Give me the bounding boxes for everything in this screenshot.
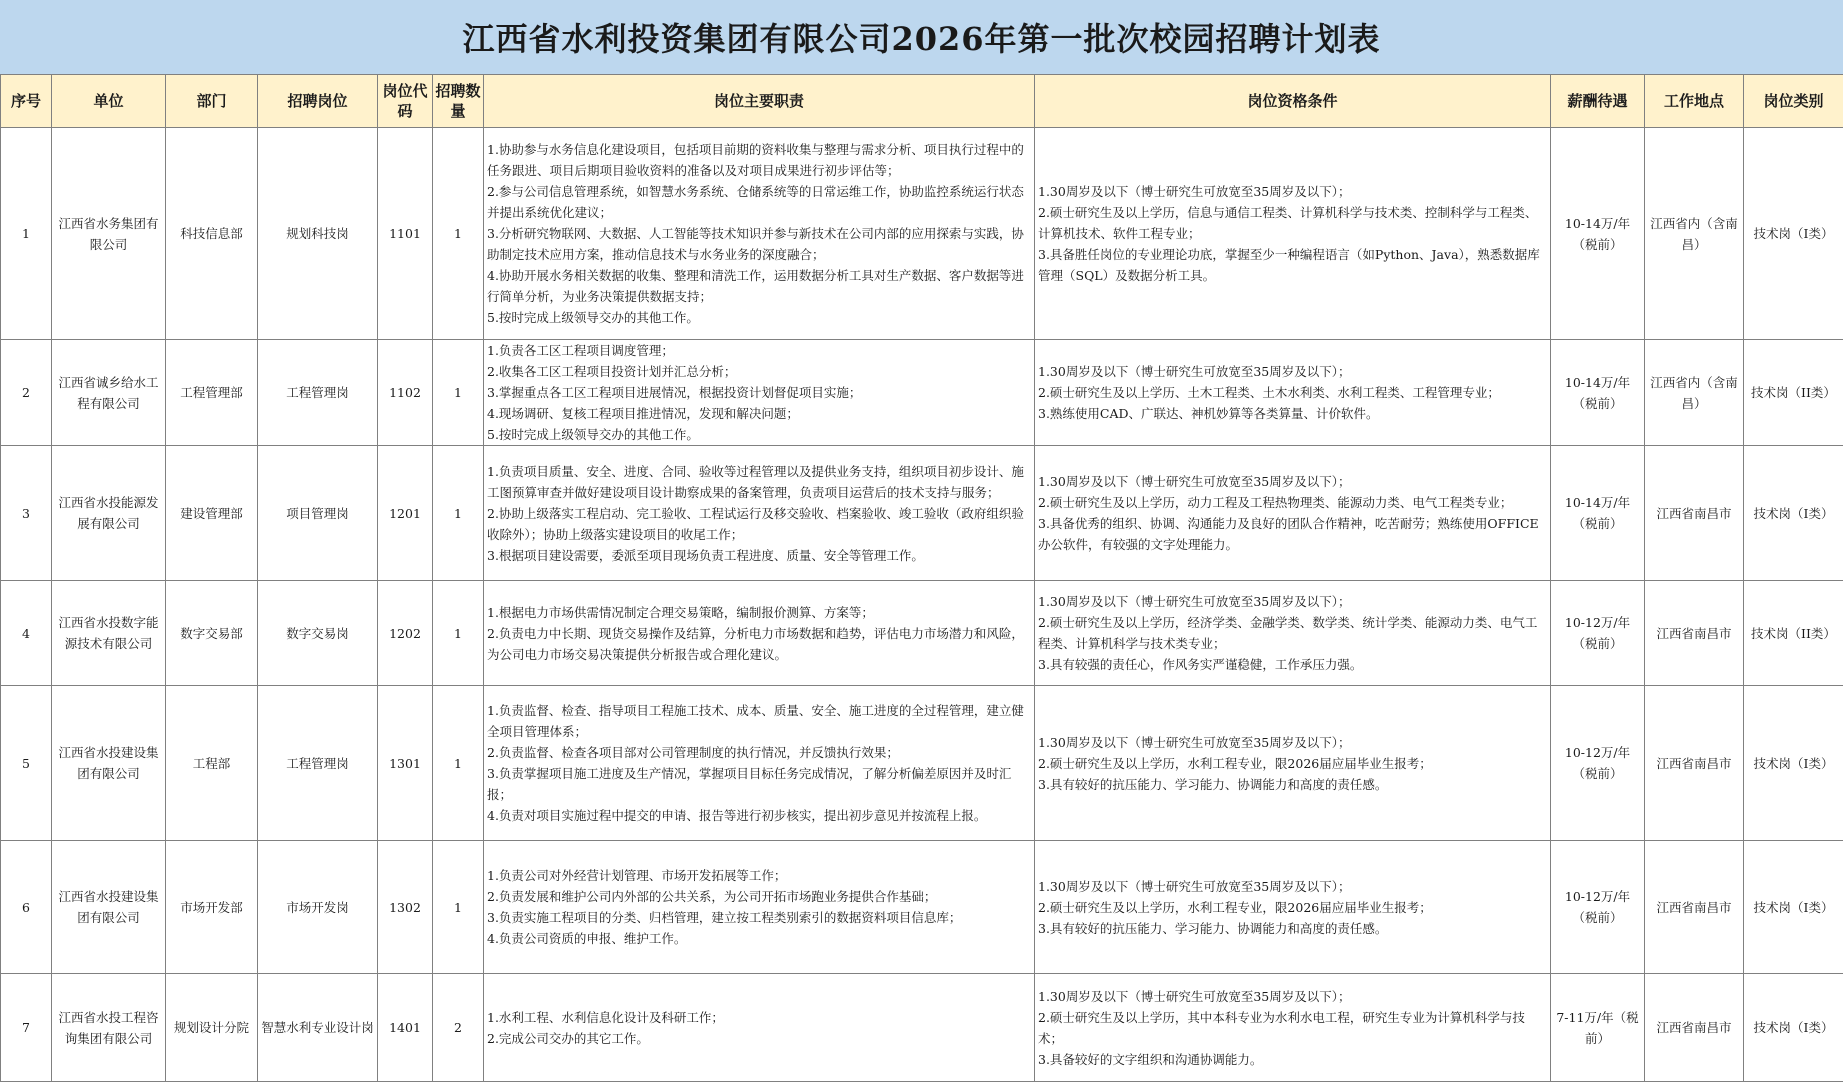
cell-code: 1201 — [378, 446, 433, 581]
header-post: 招聘岗位 — [258, 75, 378, 128]
requirement-item: 3.具有较好的抗压能力、学习能力、协调能力和高度的责任感。 — [1038, 774, 1547, 795]
recruitment-table — [0, 74, 1843, 1082]
cell-dept: 工程部 — [166, 686, 258, 841]
cell-count: 1 — [433, 581, 484, 686]
cell-requirements — [1035, 128, 1551, 340]
requirement-item: 2.硕士研究生及以上学历，水利工程专业，限2026届应届毕业生报考； — [1038, 897, 1547, 918]
cell-requirements — [1035, 686, 1551, 841]
cell-salary: 10-14万/年（税前） — [1551, 340, 1645, 446]
cell-unit: 江西省水投数字能源技术有限公司 — [52, 581, 166, 686]
duty-item: 3.负责实施工程项目的分类、归档管理，建立按工程类别索引的数据资料项目信息库； — [487, 907, 1031, 928]
header-seq: 序号 — [1, 75, 52, 128]
cell-duties — [484, 446, 1035, 581]
requirement-item: 3.具有较强的责任心，作风务实严谨稳健，工作承压力强。 — [1038, 654, 1547, 675]
cell-code: 1401 — [378, 974, 433, 1082]
duty-item: 2.协助上级落实工程启动、完工验收、工程试运行及移交验收、档案验收、竣工验收（政府组织验收除外）；协助上级落实建设项目的收尾工作； — [487, 503, 1031, 545]
cell-seq: 4 — [1, 581, 52, 686]
cell-requirements — [1035, 446, 1551, 581]
cell-category: 技术岗（I类） — [1744, 686, 1843, 841]
cell-category: 技术岗（I类） — [1744, 128, 1843, 340]
duty-item: 2.收集各工区工程项目投资计划并汇总分析； — [487, 361, 1031, 382]
cell-location: 江西省内（含南昌） — [1645, 128, 1744, 340]
requirement-item: 1.30周岁及以下（博士研究生可放宽至35周岁及以下）； — [1038, 876, 1547, 897]
cell-location: 江西省南昌市 — [1645, 581, 1744, 686]
cell-seq: 1 — [1, 128, 52, 340]
duty-item: 5.按时完成上级领导交办的其他工作。 — [487, 424, 1031, 445]
cell-count: 1 — [433, 128, 484, 340]
table-row — [1, 446, 1843, 581]
duty-item: 2.负责监督、检查各项目部对公司管理制度的执行情况，并反馈执行效果； — [487, 742, 1031, 763]
cell-requirements — [1035, 340, 1551, 446]
duty-item: 3.负责掌握项目施工进度及生产情况，掌握项目目标任务完成情况，了解分析偏差原因并及时汇报； — [487, 763, 1031, 805]
cell-post: 工程管理岗 — [258, 340, 378, 446]
cell-location: 江西省内（含南昌） — [1645, 340, 1744, 446]
header-code: 岗位代码 — [378, 75, 433, 128]
cell-dept: 数字交易部 — [166, 581, 258, 686]
requirement-item: 1.30周岁及以下（博士研究生可放宽至35周岁及以下）； — [1038, 361, 1547, 382]
cell-dept: 工程管理部 — [166, 340, 258, 446]
cell-post: 项目管理岗 — [258, 446, 378, 581]
cell-salary: 10-12万/年（税前） — [1551, 581, 1645, 686]
cell-category: 技术岗（II类） — [1744, 340, 1843, 446]
cell-seq: 6 — [1, 841, 52, 974]
cell-unit: 江西省水投建设集团有限公司 — [52, 841, 166, 974]
duty-item: 3.根据项目建设需要，委派至项目现场负责工程进度、质量、安全等管理工作。 — [487, 545, 1031, 566]
duty-item: 1.负责各工区工程项目调度管理； — [487, 340, 1031, 361]
duty-item: 2.负责发展和维护公司内外部的公共关系，为公司开拓市场跑业务提供合作基础； — [487, 886, 1031, 907]
cell-requirements — [1035, 581, 1551, 686]
cell-unit: 江西省水投建设集团有限公司 — [52, 686, 166, 841]
cell-seq: 7 — [1, 974, 52, 1082]
requirement-item: 1.30周岁及以下（博士研究生可放宽至35周岁及以下）； — [1038, 471, 1547, 492]
cell-duties — [484, 128, 1035, 340]
cell-count: 1 — [433, 446, 484, 581]
requirement-item: 3.具备优秀的组织、协调、沟通能力及良好的团队合作精神，吃苦耐劳；熟练使用OFFICE办公软件，有较强的文字处理能力。 — [1038, 513, 1547, 555]
requirement-item: 1.30周岁及以下（博士研究生可放宽至35周岁及以下）； — [1038, 591, 1547, 612]
requirement-item: 1.30周岁及以下（博士研究生可放宽至35周岁及以下）； — [1038, 732, 1547, 753]
cell-dept: 规划设计分院 — [166, 974, 258, 1082]
requirement-item: 2.硕士研究生及以上学历，信息与通信工程类、计算机科学与技术类、控制科学与工程类、计算机技术、软件工程专业； — [1038, 202, 1547, 244]
header-category: 岗位类别 — [1744, 75, 1843, 128]
requirement-item: 1.30周岁及以下（博士研究生可放宽至35周岁及以下）； — [1038, 986, 1547, 1007]
duty-item: 4.负责公司资质的申报、维护工作。 — [487, 928, 1031, 949]
cell-seq: 3 — [1, 446, 52, 581]
cell-unit: 江西省水投工程咨询集团有限公司 — [52, 974, 166, 1082]
cell-category: 技术岗（I类） — [1744, 841, 1843, 974]
cell-seq: 2 — [1, 340, 52, 446]
cell-category: 技术岗（I类） — [1744, 974, 1843, 1082]
requirement-item: 2.硕士研究生及以上学历，其中本科专业为水利水电工程，研究生专业为计算机科学与技术； — [1038, 1007, 1547, 1049]
cell-count: 2 — [433, 974, 484, 1082]
table-row — [1, 686, 1843, 841]
cell-unit: 江西省水务集团有限公司 — [52, 128, 166, 340]
cell-count: 1 — [433, 340, 484, 446]
cell-post: 规划科技岗 — [258, 128, 378, 340]
cell-count: 1 — [433, 841, 484, 974]
page-title: 江西省水利投资集团有限公司2026年第一批次校园招聘计划表 — [462, 14, 1380, 60]
requirement-item: 3.具有较好的抗压能力、学习能力、协调能力和高度的责任感。 — [1038, 918, 1547, 939]
table-row — [1, 340, 1843, 446]
cell-count: 1 — [433, 686, 484, 841]
cell-location: 江西省南昌市 — [1645, 686, 1744, 841]
table-row — [1, 841, 1843, 974]
cell-code: 1102 — [378, 340, 433, 446]
requirement-item: 2.硕士研究生及以上学历、土木工程类、土木水利类、水利工程类、工程管理专业； — [1038, 382, 1547, 403]
header-dept: 部门 — [166, 75, 258, 128]
header-location: 工作地点 — [1645, 75, 1744, 128]
cell-unit: 江西省水投能源发展有限公司 — [52, 446, 166, 581]
duty-item: 2.参与公司信息管理系统，如智慧水务系统、仓储系统等的日常运维工作，协助监控系统运行状态并提出系统优化建议； — [487, 181, 1031, 223]
cell-duties — [484, 340, 1035, 446]
duty-item: 1.负责监督、检查、指导项目工程施工技术、成本、质量、安全、施工进度的全过程管理，建立健全项目管理体系； — [487, 700, 1031, 742]
cell-category: 技术岗（I类） — [1744, 446, 1843, 581]
table-row — [1, 581, 1843, 686]
requirement-item: 3.具备胜任岗位的专业理论功底，掌握至少一种编程语言（如Python、Java），熟悉数据库管理（SQL）及数据分析工具。 — [1038, 244, 1547, 286]
cell-location: 江西省南昌市 — [1645, 974, 1744, 1082]
duty-item: 2.负责电力中长期、现货交易操作及结算，分析电力市场数据和趋势，评估电力市场潜力和风险，为公司电力市场交易决策提供分析报告或合理化建议。 — [487, 623, 1031, 665]
cell-category: 技术岗（II类） — [1744, 581, 1843, 686]
cell-location: 江西省南昌市 — [1645, 841, 1744, 974]
requirement-item: 3.熟练使用CAD、广联达、神机妙算等各类算量、计价软件。 — [1038, 403, 1547, 424]
cell-code: 1301 — [378, 686, 433, 841]
requirement-item: 3.具备较好的文字组织和沟通协调能力。 — [1038, 1049, 1547, 1070]
duty-item: 2.完成公司交办的其它工作。 — [487, 1028, 1031, 1049]
cell-post: 工程管理岗 — [258, 686, 378, 841]
duty-item: 4.负责对项目实施过程中提交的申请、报告等进行初步核实，提出初步意见并按流程上报。 — [487, 805, 1031, 826]
cell-code: 1101 — [378, 128, 433, 340]
cell-dept: 市场开发部 — [166, 841, 258, 974]
requirement-item: 2.硕士研究生及以上学历，水利工程专业，限2026届应届毕业生报考； — [1038, 753, 1547, 774]
cell-salary: 10-12万/年（税前） — [1551, 841, 1645, 974]
table-body — [1, 128, 1843, 1082]
duty-item: 3.掌握重点各工区工程项目进展情况，根据投资计划督促项目实施； — [487, 382, 1031, 403]
cell-location: 江西省南昌市 — [1645, 446, 1744, 581]
duty-item: 5.按时完成上级领导交办的其他工作。 — [487, 307, 1031, 328]
header-count: 招聘数量 — [433, 75, 484, 128]
duty-item: 1.负责公司对外经营计划管理、市场开发拓展等工作； — [487, 865, 1031, 886]
cell-dept: 科技信息部 — [166, 128, 258, 340]
title-bar — [0, 0, 1843, 75]
cell-code: 1202 — [378, 581, 433, 686]
cell-duties — [484, 841, 1035, 974]
requirement-item: 2.硕士研究生及以上学历，经济学类、金融学类、数学类、统计学类、能源动力类、电气工程类、计算机科学与技术类专业； — [1038, 612, 1547, 654]
header-duties: 岗位主要职责 — [484, 75, 1035, 128]
cell-post: 智慧水利专业设计岗 — [258, 974, 378, 1082]
duty-item: 3.分析研究物联网、大数据、人工智能等技术知识并参与新技术在公司内部的应用探索与实践，协助制定技术应用方案，推动信息技术与水务业务的深度融合； — [487, 223, 1031, 265]
cell-unit: 江西省诚乡给水工程有限公司 — [52, 340, 166, 446]
cell-salary: 10-12万/年（税前） — [1551, 686, 1645, 841]
requirement-item: 2.硕士研究生及以上学历，动力工程及工程热物理类、能源动力类、电气工程类专业； — [1038, 492, 1547, 513]
cell-duties — [484, 581, 1035, 686]
cell-post: 数字交易岗 — [258, 581, 378, 686]
duty-item: 1.负责项目质量、安全、进度、合同、验收等过程管理以及提供业务支持，组织项目初步设计、施工图预算审查并做好建设项目设计勘察成果的备案管理，负责项目运营后的技术支持与服务； — [487, 461, 1031, 503]
cell-duties — [484, 686, 1035, 841]
cell-dept: 建设管理部 — [166, 446, 258, 581]
duty-item: 1.水利工程、水利信息化设计及科研工作； — [487, 1007, 1031, 1028]
cell-requirements — [1035, 974, 1551, 1082]
header-requirements: 岗位资格条件 — [1035, 75, 1551, 128]
cell-salary: 7-11万/年（税前） — [1551, 974, 1645, 1082]
header-row — [1, 75, 1843, 128]
table-row — [1, 128, 1843, 340]
cell-salary: 10-14万/年（税前） — [1551, 128, 1645, 340]
duty-item: 4.现场调研、复核工程项目推进情况，发现和解决问题； — [487, 403, 1031, 424]
table-row — [1, 974, 1843, 1082]
cell-requirements — [1035, 841, 1551, 974]
requirement-item: 1.30周岁及以下（博士研究生可放宽至35周岁及以下）； — [1038, 181, 1547, 202]
header-unit: 单位 — [52, 75, 166, 128]
cell-duties — [484, 974, 1035, 1082]
cell-seq: 5 — [1, 686, 52, 841]
duty-item: 1.协助参与水务信息化建设项目，包括项目前期的资料收集与整理与需求分析、项目执行过程中的任务跟进、项目后期项目验收资料的准备以及对项目成果进行初步评估等； — [487, 139, 1031, 181]
duty-item: 1.根据电力市场供需情况制定合理交易策略，编制报价测算、方案等； — [487, 602, 1031, 623]
cell-code: 1302 — [378, 841, 433, 974]
header-salary: 薪酬待遇 — [1551, 75, 1645, 128]
duty-item: 4.协助开展水务相关数据的收集、整理和清洗工作，运用数据分析工具对生产数据、客户数据等进行简单分析，为业务决策提供数据支持； — [487, 265, 1031, 307]
cell-post: 市场开发岗 — [258, 841, 378, 974]
cell-salary: 10-14万/年（税前） — [1551, 446, 1645, 581]
